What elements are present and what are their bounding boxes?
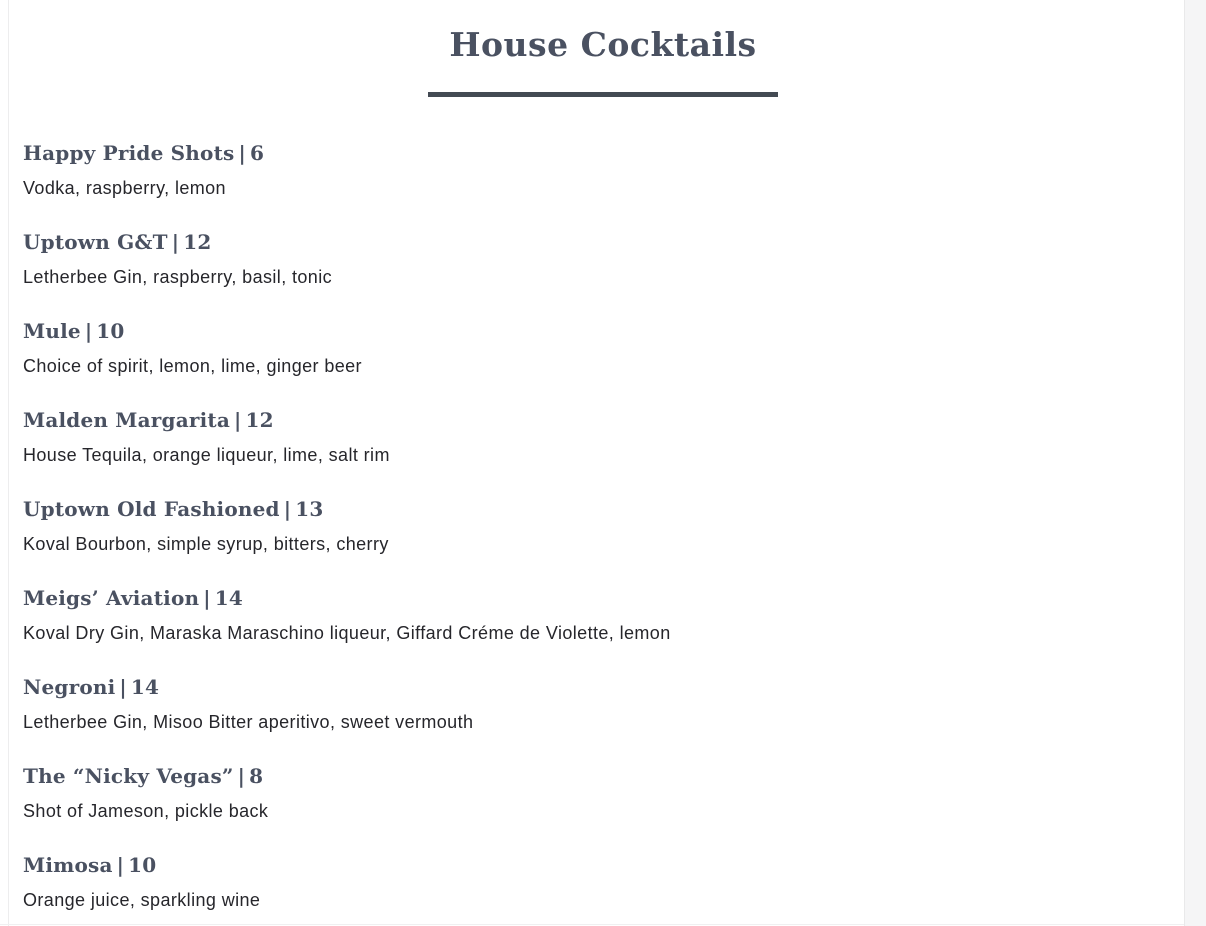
menu-item xyxy=(23,495,1161,557)
item-name-line xyxy=(23,584,1161,612)
item-description: Vodka, raspberry, lemon xyxy=(23,178,226,198)
item-price: 12 xyxy=(183,230,212,254)
menu-item xyxy=(23,762,1161,824)
item-description: Koval Dry Gin, Maraska Maraschino liqueur, Giffard Créme de Violette, lemon xyxy=(23,623,671,643)
item-name-line xyxy=(23,495,1161,523)
item-price: 12 xyxy=(245,408,274,432)
item-price-separator: | xyxy=(238,141,246,165)
item-description: Choice of spirit, lemon, lime, ginger beer xyxy=(23,356,362,376)
item-price: 13 xyxy=(295,497,324,521)
item-price: 10 xyxy=(128,853,157,877)
item-description: Koval Bourbon, simple syrup, bitters, cherry xyxy=(23,534,389,554)
item-name-line xyxy=(23,762,1161,790)
page-right-gutter xyxy=(1184,0,1206,926)
item-price-separator: | xyxy=(84,319,93,343)
cocktail-list xyxy=(0,139,1184,913)
menu-item xyxy=(23,584,1161,646)
item-name: Negroni xyxy=(23,675,116,699)
menu-item xyxy=(23,139,1161,201)
item-name-line xyxy=(23,851,1161,879)
item-price-separator: | xyxy=(234,408,242,432)
item-price-separator: | xyxy=(283,497,292,521)
menu-item xyxy=(23,317,1161,379)
item-name: The “Nicky Vegas” xyxy=(23,764,234,788)
menu-item xyxy=(23,673,1161,735)
item-price-separator: | xyxy=(119,675,127,699)
item-name: Uptown Old Fashioned xyxy=(23,497,280,521)
menu-header xyxy=(0,26,1184,97)
item-description: Letherbee Gin, raspberry, basil, tonic xyxy=(23,267,333,287)
item-name-line xyxy=(23,406,1161,434)
item-name-line xyxy=(23,673,1161,701)
item-name-line xyxy=(23,139,1161,167)
item-name: Happy Pride Shots xyxy=(23,141,235,165)
item-name: Meigs’ Aviation xyxy=(23,586,200,610)
menu-item xyxy=(23,406,1161,468)
item-description: Shot of Jameson, pickle back xyxy=(23,801,269,821)
item-price-separator: | xyxy=(171,230,180,254)
item-price: 10 xyxy=(96,319,125,343)
item-price: 8 xyxy=(249,764,264,788)
item-name: Uptown G&T xyxy=(23,230,168,254)
item-description: Orange juice, sparkling wine xyxy=(23,890,261,910)
item-name: Mule xyxy=(23,319,81,343)
item-price: 14 xyxy=(214,586,243,610)
item-name-line xyxy=(23,228,1161,256)
item-name: Malden Margarita xyxy=(23,408,231,432)
item-price: 14 xyxy=(130,675,160,699)
item-name-line xyxy=(23,317,1161,345)
item-price-separator: | xyxy=(237,764,246,788)
item-name: Mimosa xyxy=(23,853,113,877)
title-divider xyxy=(428,92,778,97)
item-description: Letherbee Gin, Misoo Bitter aperitivo, sweet vermouth xyxy=(23,712,474,732)
item-price-separator: | xyxy=(116,853,125,877)
item-price-separator: | xyxy=(203,586,211,610)
page-title: House Cocktails xyxy=(449,25,757,64)
item-description: House Tequila, orange liqueur, lime, salt rim xyxy=(23,445,390,465)
menu-item xyxy=(23,851,1161,913)
menu-item xyxy=(23,228,1161,290)
item-price: 6 xyxy=(249,141,265,165)
